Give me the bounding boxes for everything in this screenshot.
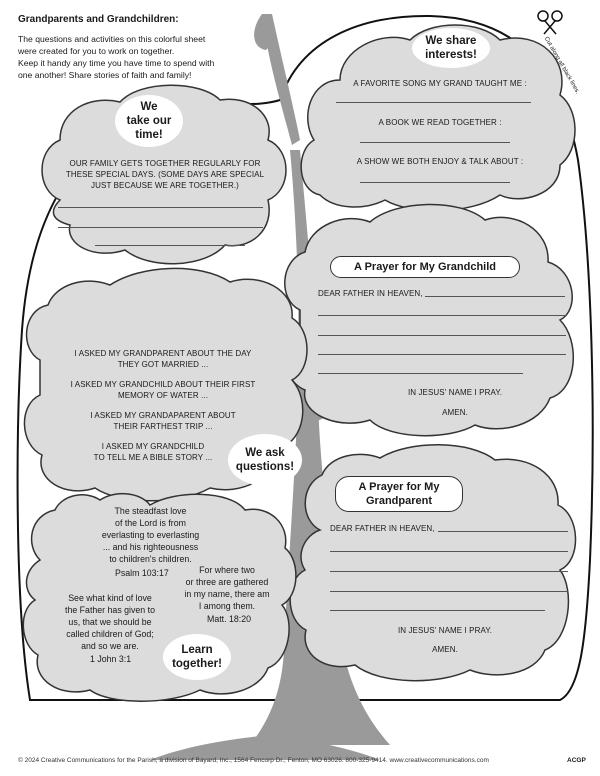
show-answer-line[interactable] <box>360 182 510 183</box>
book-answer-line[interactable] <box>360 142 510 143</box>
interests-prompt-book: A BOOK WE READ TOGETHER : <box>378 118 502 127</box>
interests-badge: We share interests! <box>412 28 490 68</box>
cloud-prayer-child <box>285 204 574 435</box>
learn-badge: Learn together! <box>163 634 231 680</box>
question-trip: I ASKED MY GRANDAPARENT ABOUT THEIR FARTHEST TRIP ... <box>90 411 236 431</box>
prayer-child-line-2[interactable] <box>318 315 566 316</box>
prayer-child-title: A Prayer for My Grandchild <box>330 256 520 278</box>
prayer-child-line-1[interactable] <box>425 296 565 297</box>
verse-john: See what kind of love the Father has given to us, that we should be called children of God; and so we are. <box>65 593 155 651</box>
time-line-2[interactable] <box>58 227 263 228</box>
song-answer-line[interactable] <box>336 102 531 103</box>
product-code: ACGP <box>567 757 586 764</box>
prayer-parent-amen: AMEN. <box>432 645 458 654</box>
verse-john-ref: 1 John 3:1 <box>90 654 132 664</box>
time-text: OUR FAMILY GETS TOGETHER REGULARLY FOR THESE SPECIAL DAYS. (SOME DAYS ARE SPECIAL JUST BECAUSE WE ARE TOGETHER.) <box>65 159 265 190</box>
interests-prompt-show: A SHOW WE BOTH ENJOY & TALK ABOUT : <box>356 157 524 166</box>
copyright-footer: © 2024 Creative Communications for the Parish, a division of Bayard, Inc., 1564 Fencorp Dr., Fenton, MO 63026. 800-325-9414. www.creativecommunications.com <box>18 757 489 764</box>
verse-psalm-ref: Psalm 103:17 <box>115 568 169 578</box>
prayer-child-amen: AMEN. <box>442 408 468 417</box>
prayer-child-line-3[interactable] <box>318 335 566 336</box>
question-water: I ASKED MY GRANDCHILD ABOUT THEIR FIRST MEMORY OF WATER ... <box>70 380 256 400</box>
time-line-3[interactable] <box>95 245 245 246</box>
prayer-child-closing: IN JESUS' NAME I PRAY. <box>407 388 503 397</box>
prayer-parent-title: A Prayer for My Grandparent <box>335 476 463 512</box>
prayer-parent-line-2[interactable] <box>330 551 568 552</box>
prayer-child-line-4[interactable] <box>318 354 566 355</box>
scissors-icon <box>538 11 562 34</box>
prayer-parent-salutation: DEAR FATHER IN HEAVEN, <box>330 524 435 533</box>
intro-title: Grandparents and Grandchildren: <box>18 14 179 25</box>
prayer-parent-line-4[interactable] <box>330 591 568 592</box>
verse-matthew: For where two or three are gathered in my name, there am I among them. <box>184 565 270 611</box>
verse-psalm: The steadfast love of the Lord is from everlasting to everlasting ... and his righteousness to children's children. <box>101 506 200 564</box>
interests-prompt-song: A FAVORITE SONG MY GRAND TAUGHT ME : <box>353 79 527 88</box>
prayer-parent-closing: IN JESUS' NAME I PRAY. <box>397 626 493 635</box>
prayer-child-salutation: DEAR FATHER IN HEAVEN, <box>318 289 423 298</box>
prayer-parent-line-1[interactable] <box>438 531 568 532</box>
prayer-parent-line-3[interactable] <box>330 571 568 572</box>
prayer-child-line-5[interactable] <box>318 373 523 374</box>
intro-text: The questions and activities on this colorful sheet were created for you to work on together. Keep it handy any time you have time to spend with one another! Share stories of faith and family! <box>18 34 215 80</box>
time-badge: We take our time! <box>115 95 183 147</box>
prayer-parent-line-5[interactable] <box>330 610 545 611</box>
questions-badge: We ask questions! <box>228 434 302 486</box>
question-wedding: I ASKED MY GRANDPARENT ABOUT THE DAY THEY GOT MARRIED ... <box>74 349 252 369</box>
time-line-1[interactable] <box>58 207 263 208</box>
cut-note: Cut along all black lines. <box>542 36 581 96</box>
verse-matthew-ref: Matt. 18:20 <box>207 614 252 624</box>
question-bible-story: I ASKED MY GRANDCHILD TO TELL ME A BIBLE STORY ... <box>93 442 213 462</box>
